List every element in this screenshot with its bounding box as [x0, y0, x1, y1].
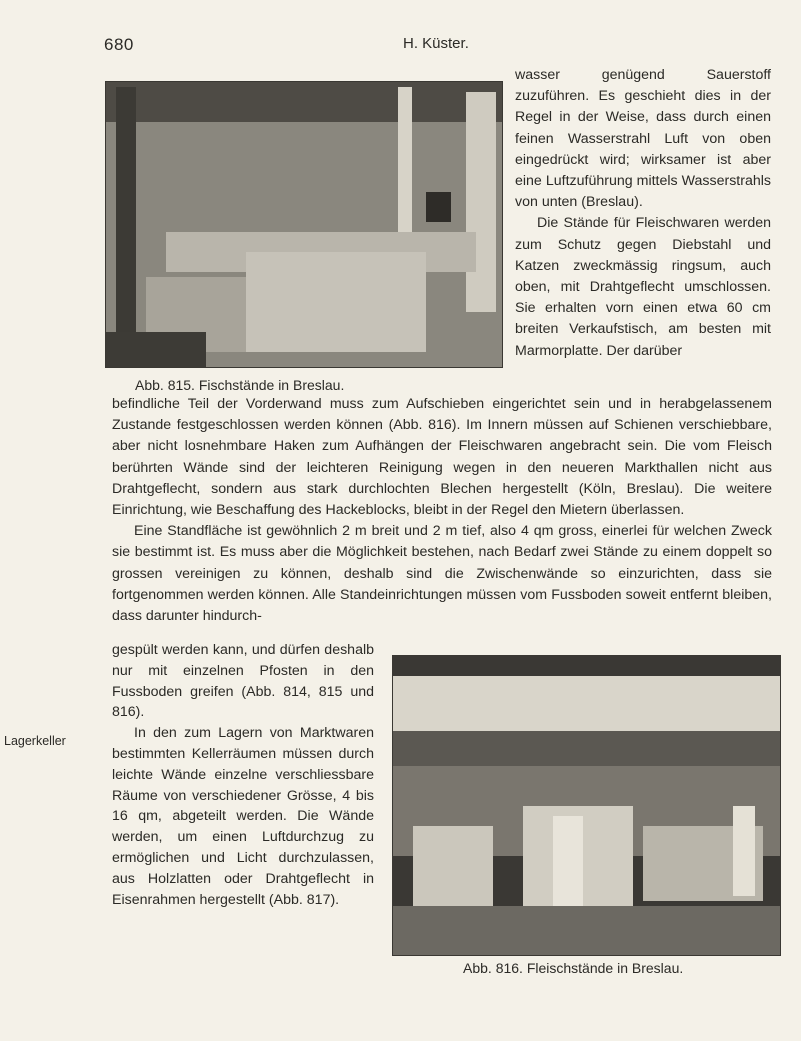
meat-stands-photo-icon [393, 656, 780, 955]
full-width-text [112, 394, 772, 627]
paragraph: gespült werden kann, und dürfen deshalb nur mit einzelnen Pfosten in den Fussboden greifen (Abb. 814, 815 und 816). [112, 642, 374, 721]
paragraph: Die Stände für Fleischwaren werden zum Schutz gegen Diebstahl und Katzen zweckmässig ringsum, auch oben, mit Drahtgeflecht umschlossen. Sie erhalten vorn einen etwa 60 cm breiten Verkaufstisch, am besten mit Marmorplatte. Der darüber [515, 215, 771, 359]
right-column-text [515, 65, 771, 362]
paragraph: wasser genügend Sauerstoff zuzuführen. Es geschieht dies in der Regel in der Weise, dass durch einen feinen Wasserstrahl Luft von oben eingedrückt wird; wirksamer ist aber eine Luftzuführung mittels Wasserstrahls von unten (Breslau). [515, 67, 771, 211]
paragraph: Eine Standfläche ist gewöhnlich 2 m breit und 2 m tief, also 4 qm gross, einerlei für welchen Zweck sie bestimmt ist. Es muss aber die Möglichkeit bestehen, nach Bedarf zwei Stände zu einem doppelt so grossen vereinigen zu können, deshalb sind die Zwischenwände so einzurichten, dass sie fortgenommen werden können. Alle Standeinrichtungen müssen vom Fussboden soweit entfernt bleiben, dass darunter hindurch- [112, 523, 772, 625]
figure-816-caption: Abb. 816. Fleischstände in Breslau. [463, 960, 684, 976]
paragraph: befindliche Teil der Vorderwand muss zum Aufschieben eingerichtet sein und in herabgelassenem Zustande festgeschlossen werden können (Abb. 816). Im Innern müssen auf Schienen verschiebbare, aber nicht losnehmbare Haken zum Aufhängen der Fleischwaren angebracht sein. Die vom Fleisch berührten Wände sind der leichteren Reinigung wegen in den neueren Markthallen nicht aus Drahtgeflecht, sondern aus stark durchlochten Blechen hergestellt (Köln, Breslau). Die weitere Einrichtung, wie Beschaffung des Hackeblocks, bleibt in der Regel den Mietern überlassen. [112, 396, 772, 519]
running-head: H. Küster. [403, 35, 469, 52]
margin-note: Lagerkeller [4, 734, 66, 748]
paragraph: In den zum Lagern von Marktwaren bestimmten Kellerräumen müssen durch leichte Wände einzelne verschliessbare Räume von verschiedener Grösse, 4 bis 16 qm, abgeteilt werden. Die Wände werden, um einen Luftdurchzug zu ermöglichen und Licht durchzulassen, aus Holzlatten oder Drahtgeflecht in Eisenrahmen hergestellt (Abb. 817). [112, 725, 374, 908]
fish-stands-photo-icon [106, 82, 502, 367]
figure-816-photo [392, 655, 781, 956]
left-column-text [112, 640, 374, 910]
page-number: 680 [104, 35, 134, 54]
figure-815-caption: Abb. 815. Fischstände in Breslau. [135, 377, 345, 393]
figure-815-photo [105, 81, 503, 368]
